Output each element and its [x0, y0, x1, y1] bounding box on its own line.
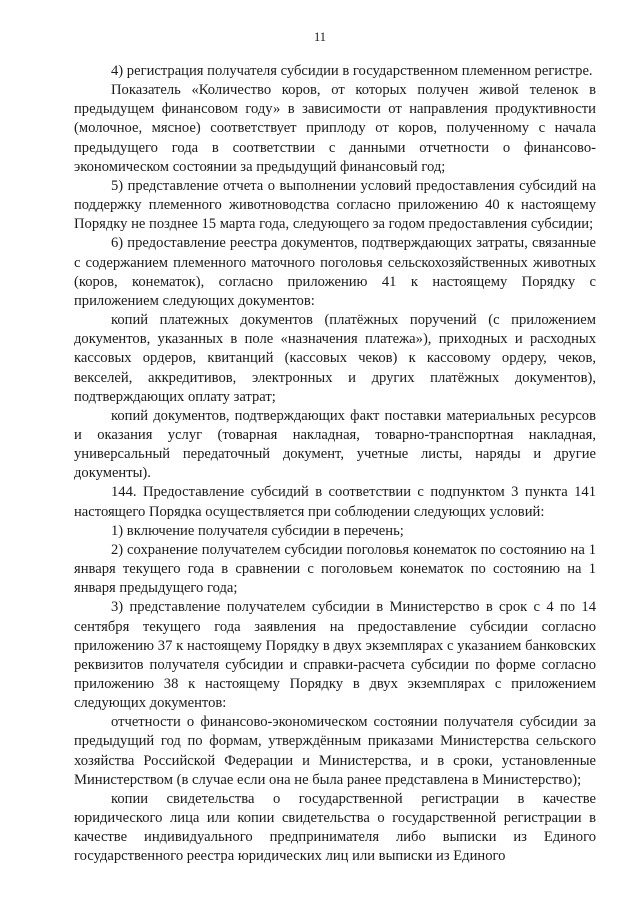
- paragraph-item-6: 6) предоставление реестра документов, подтверждающих затраты, связанные с содержанием племенного маточного поголовья сельскохозяйственных животных (коров, конематок), согласно приложению 41 к настоящему Порядку с приложением следующих документов:: [74, 235, 596, 309]
- paragraph-indicator-cows: Показатель «Количество коров, от которых получен живой теленок в предыдущем финансовом году» в зависимости от направления продуктивности (молочное, мясное) соответствует приплоду от коров, полученному с начала предыдущего года в соответствии с данными отчетности о финансово-экономическом состоянии за предыдущий финансовый год;: [74, 82, 596, 175]
- paragraph-item-5: 5) представление отчета о выполнении условий предоставления субсидий на поддержку племенного животноводства согласно приложению 40 к настоящему Порядку не позднее 15 марта года, следующего за годом предоставления субсидии;: [74, 177, 596, 233]
- paragraph-delivery-docs: копий документов, подтверждающих факт поставки материальных ресурсов и оказания услуг (товарная накладная, товарно-транспортная накладная, универсальный передаточный документ, учетные листы, наряды и другие документы).: [74, 407, 596, 482]
- paragraph-registration-copy: копии свидетельства о государственной регистрации в качестве юридического лица или копии свидетельства о государственной регистрации в качестве индивидуального предпринимателя либо выписки из Единого государственного реестра юридических лиц или выписки из Единого: [74, 790, 596, 865]
- paragraph-payment-docs: копий платежных документов (платёжных поручений (с приложением документов, указанных в поле «назначения платежа»), приходных и расходных кассовых ордеров, квитанций (кассовых чеков) к кассовому ордеру, чеков, векселей, аккредитивов, электронных и других платёжных документов), подтверждающих оплату затрат;: [74, 312, 596, 405]
- paragraph-item-4: 4) регистрация получателя субсидии в государственном племенном регистре.: [111, 63, 593, 79]
- paragraph-condition-3: 3) представление получателем субсидии в Министерство в срок с 4 по 14 сентября текущего года заявления на предоставление субсидии согласно приложению 37 к настоящему Порядку в двух экземплярах с указанием банковских реквизитов получателя субсидии и справки-расчета субсидии по форме согласно приложению 38 к настоящему Порядку в двух экземплярах с приложением следующих документов:: [74, 599, 596, 712]
- paragraph-clause-144: 144. Предоставление субсидий в соответствии с подпунктом 3 пункта 141 настоящего Порядка осуществляется при соблюдении следующих условий:: [74, 484, 596, 520]
- paragraph-condition-2: 2) сохранение получателем субсидии поголовья конематок по состоянию на 1 января текущего года в сравнении с поголовьем конематок по состоянию на 1 января предыдущего года;: [74, 541, 596, 597]
- paragraph-financial-report: отчетности о финансово-экономическом состоянии получателя субсидии за предыдущий год по формам, утверждённым приказами Министерства сельского хозяйства Российской Федерации и Министерства, и в сроки, установленные Министерством (в случае если она не была ранее представлена в Министерство);: [74, 714, 596, 788]
- page-number: 11: [313, 30, 327, 44]
- paragraph-condition-1: 1) включение получателя субсидии в перечень;: [111, 522, 404, 539]
- document-body: [74, 62, 596, 867]
